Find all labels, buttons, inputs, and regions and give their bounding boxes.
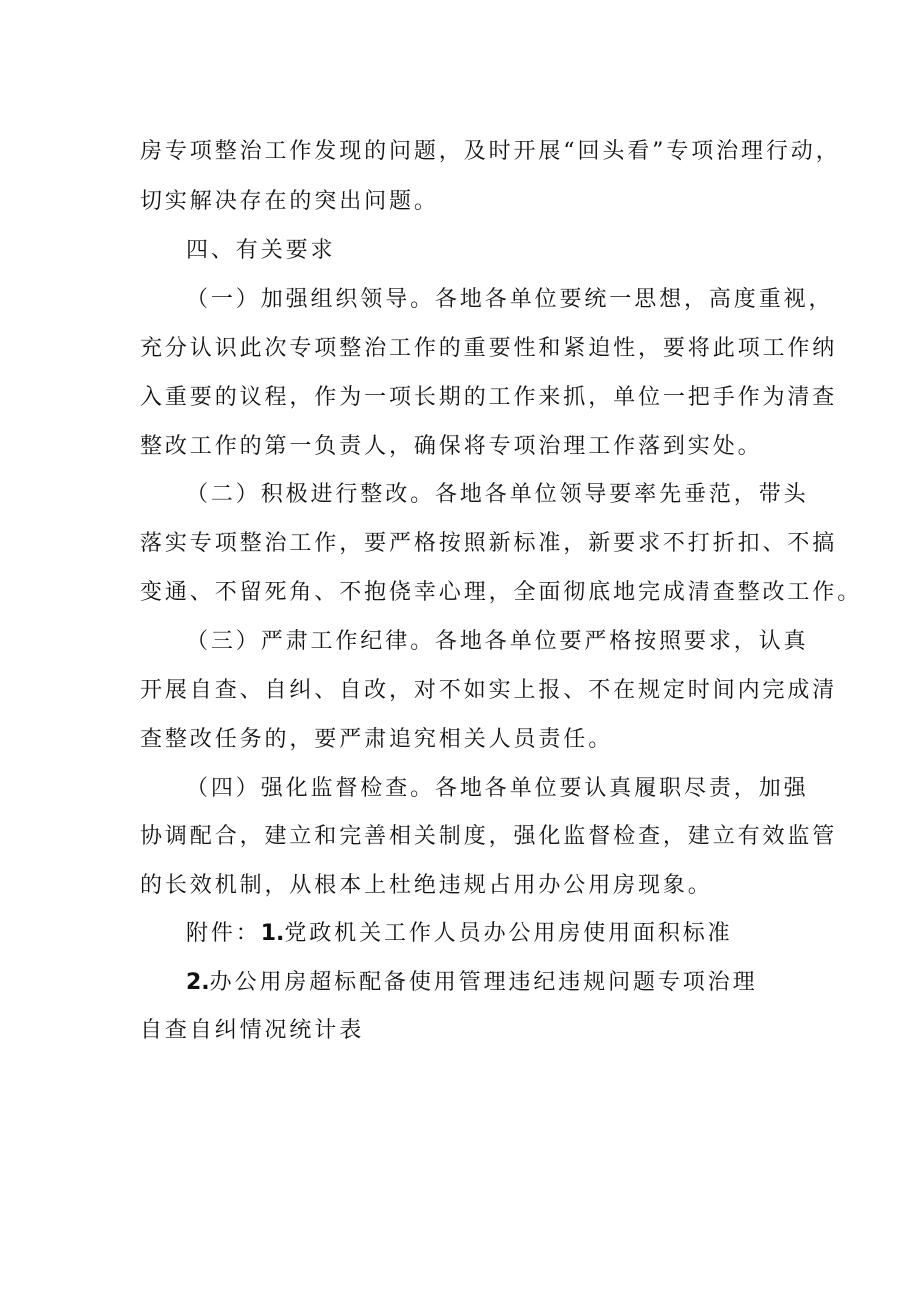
- section-heading: 四、有关要求: [186, 238, 336, 263]
- body-line: 的长效机制，从根本上杜绝违规占用办公用房现象。: [140, 873, 713, 898]
- body-line: 整改工作的第一负责人，确保将专项治理工作落到实处。: [140, 434, 763, 459]
- paragraph-3-first-line: （三）严肃工作纪律。各地各单位要严格按照要求，认真: [186, 629, 809, 654]
- body-line: 变通、不留死角、不抱侥幸心理，全面彻底地完成清查整改工作。: [140, 580, 863, 605]
- body-line: 开展自查、自纠、自改，对不如实上报、不在规定时间内完成清: [140, 678, 838, 703]
- attachment-1-number: 1.: [260, 921, 285, 946]
- attachment-line-2: [186, 968, 757, 998]
- attachment-prefix: 附件：: [186, 921, 261, 946]
- paragraph-2-first-line: （二）积极进行整改。各地各单位领导要率先垂范，带头: [186, 482, 809, 507]
- body-line: 协调配合，建立和完善相关制度，强化监督检查，建立有效监管: [140, 824, 838, 849]
- attachment-1-title: 党政机关工作人员办公用房使用面积标准: [284, 921, 733, 946]
- body-line: 落实专项整治工作，要严格按照新标准，新要求不打折扣、不搞: [140, 531, 838, 556]
- body-line: 房专项整治工作发现的问题，及时开展“回头看”专项治理行动，: [140, 139, 841, 164]
- attachment-2-title-continued: 自查自纠情况统计表: [140, 1018, 365, 1043]
- attachment-2-number: 2.: [186, 970, 210, 995]
- body-line: 切实解决存在的突出问题。: [140, 189, 439, 214]
- body-line: 充分认识此次专项整治工作的重要性和紧迫性，要将此项工作纳: [140, 336, 838, 361]
- paragraph-4-first-line: （四）强化监督检查。各地各单位要认真履职尽责，加强: [186, 776, 809, 801]
- attachment-2-title: 办公用房超标配备使用管理违纪违规问题专项治理: [209, 970, 758, 995]
- paragraph-1-first-line: （一）加强组织领导。各地各单位要统一思想，高度重视，: [186, 287, 834, 312]
- body-line: 入重要的议程，作为一项长期的工作来抓，单位一把手作为清查: [140, 385, 838, 410]
- body-line: 查整改任务的，要严肃追究相关人员责任。: [140, 727, 614, 752]
- attachment-line-1: [186, 919, 733, 949]
